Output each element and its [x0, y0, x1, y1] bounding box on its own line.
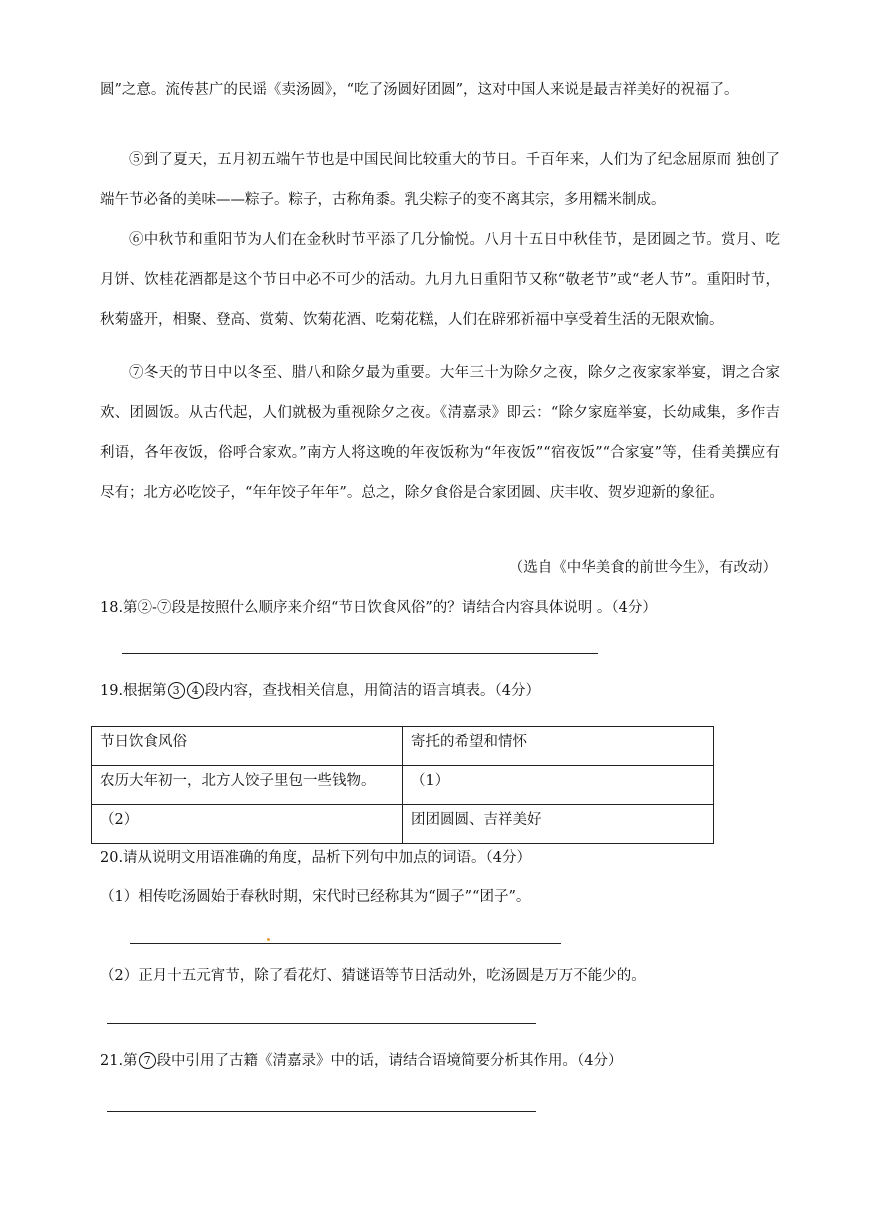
fill-in-table — [91, 726, 714, 844]
question-21-prefix: 21.第 — [100, 1053, 138, 1069]
table-cell: 团团圆圆、吉祥美好 — [403, 805, 714, 844]
decorative-dot — [267, 938, 270, 941]
table-row — [92, 805, 714, 844]
table-cell-answer[interactable]: （1） — [403, 766, 714, 805]
question-20-1: （1）相传吃汤圆始于春秋时期，宋代时已经称其为“圆子”“团子”。 — [100, 889, 531, 905]
answer-line-21[interactable] — [107, 1111, 536, 1112]
table-cell-answer[interactable]: （2） — [92, 805, 403, 844]
answer-line-18[interactable] — [122, 653, 598, 654]
answer-line-20-1[interactable] — [130, 943, 561, 944]
passage-source: （选自《中华美食的前世今生》，有改动） — [508, 560, 777, 576]
table-header-row — [92, 727, 714, 766]
table-cell: 农历大年初一，北方人饺子里包一些钱物。 — [92, 766, 403, 805]
question-18: 18.第②-⑦段是按照什么顺序来介绍“节日饮食风俗”的？请结合内容具体说明 。（4分） — [100, 600, 657, 616]
question-19 — [100, 681, 790, 701]
table-header-cell: 节日饮食风俗 — [92, 727, 403, 766]
answer-line-20-2[interactable] — [107, 1023, 536, 1024]
circled-number-7: 7 — [139, 1052, 156, 1069]
table-row — [92, 766, 714, 805]
table-header-cell: 寄托的希望和情怀 — [403, 727, 714, 766]
question-20-2: （2）正月十五元宵节，除了看花灯、猜谜语等节日活动外，吃汤圆是万万不能少的。 — [100, 968, 646, 984]
question-21 — [100, 1051, 790, 1071]
question-21-suffix: 段中引用了古籍《清嘉录》中的话，请结合语境简要分析其作用。（4分） — [156, 1053, 623, 1069]
question-20: 20.请从说明文用语准确的角度，品析下列句中加点的词语。（4分） — [100, 850, 532, 866]
question-19-suffix: 段内容，查找相关信息，用简洁的语言填表。（4分） — [204, 683, 541, 699]
passage-paragraph-continued: 圆”之意。流传甚广的民谣《卖汤圆》，“吃了汤圆好团圆”，这对中国人来说是最吉祥美好的祝福了。 — [100, 82, 739, 98]
circled-number-3: 3 — [168, 682, 185, 699]
passage-paragraph-7: ⑦冬天的节日中以冬至、腊八和除夕最为重要。大年三十为除夕之夜，除夕之夜家家举宴，谓之合家欢、团圆饭。从古代起，人们就极为重视除夕之夜。《清嘉录》即云：“除夕家庭举宴，长幼咸集，多作吉利语，各年夜饭，俗呼合家欢。”南方人将这晚的年夜饭称为“年夜饭”“宿夜饭”“合家宴”等，佳肴美撰应有尽有；北方必吃饺子，“年年饺子年年”。总之，除夕食俗是合家团圆、庆丰收、贺岁迎新的象征。 — [100, 365, 780, 501]
passage-paragraph-6: ⑥中秋节和重阳节为人们在金秋时节平添了几分愉悦。八月十五日中秋佳节，是团圆之节。赏月、吃月饼、饮桂花酒都是这个节日中必不可少的活动。九月九日重阳节又称“敬老节”或“老人节”。重阳时节，秋菊盛开，相聚、登高、赏菊、饮菊花酒、吃菊花糕，人们在辟邪祈福中享受着生活的无限欢愉。 — [100, 232, 780, 328]
passage-paragraph-5: ⑤到了夏天，五月初五端午节也是中国民间比较重大的节日。千百年来，人们为了纪念屈原而 独创了端午节必备的美味——粽子。粽子，古称角黍。乳尖粽子的变不离其宗，多用糯米制成。 — [100, 152, 780, 208]
question-19-prefix: 19.根据第 — [100, 683, 167, 699]
circled-number-4: 4 — [187, 682, 204, 699]
